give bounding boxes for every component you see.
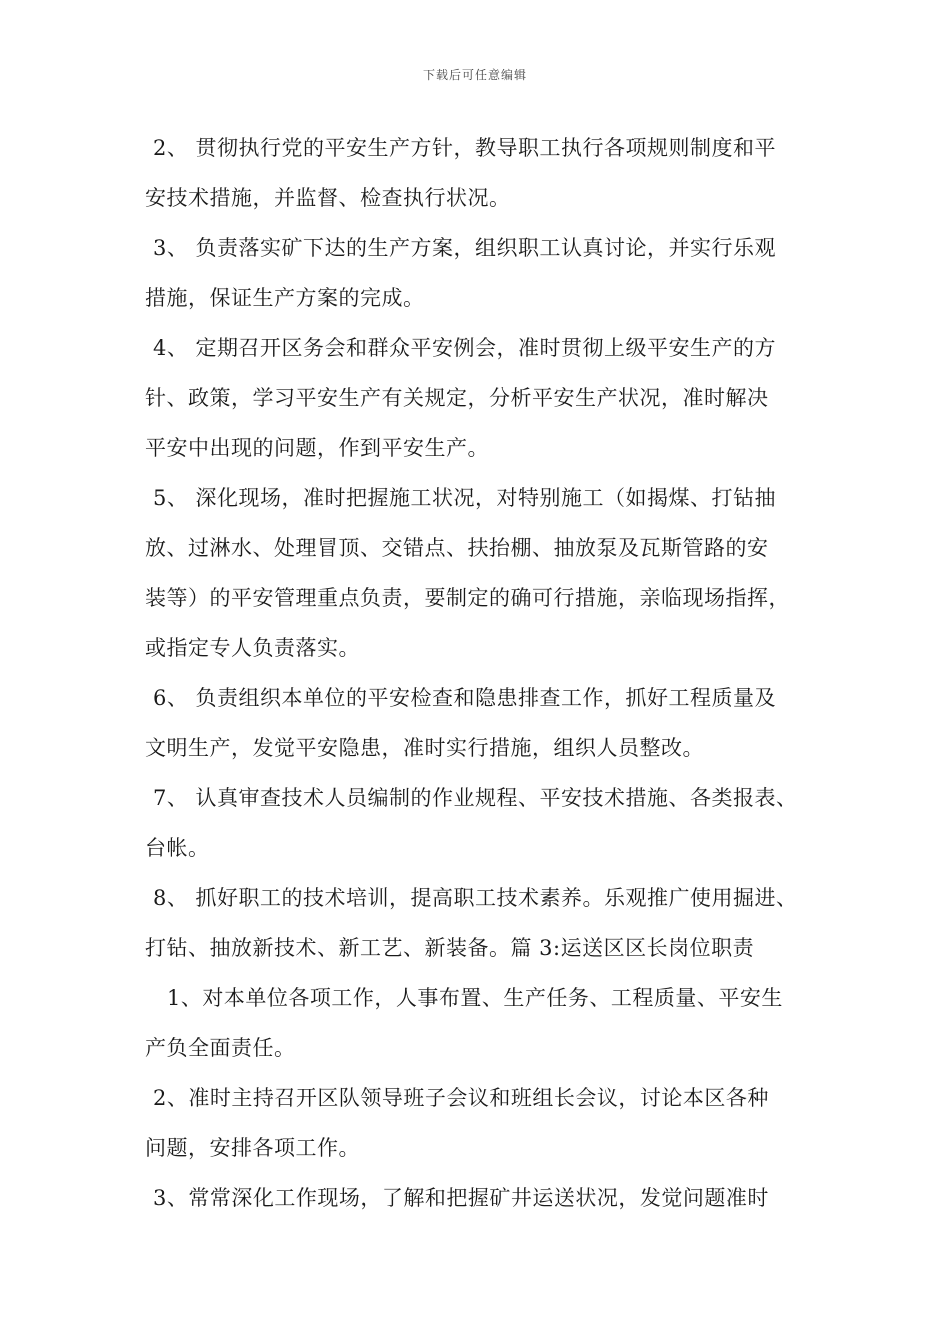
paragraph-line: 平安中出现的问题，作到平安生产。 (145, 436, 489, 460)
paragraph-line: 问题，安排各项工作。 (145, 1136, 360, 1160)
paragraph-line: 8、 抓好职工的技术培训，提高职工技术素养。乐观推广使用掘进、 (153, 886, 798, 910)
paragraph-line: 1、对本单位各项工作，人事布置、生产任务、工程质量、平安生 (167, 986, 783, 1010)
document-body (145, 123, 835, 1223)
paragraph-line: 文明生产，发觉平安隐患，准时实行措施，组织人员整改。 (145, 736, 704, 760)
paragraph-line: 安技术措施，并监督、检查执行状况。 (145, 186, 511, 210)
paragraph-line: 或指定专人负责落实。 (145, 636, 360, 660)
paragraph-line: 装等）的平安管理重点负责，要制定的确可行措施，亲临现场指挥， (145, 586, 790, 610)
paragraph-line: 4、 定期召开区务会和群众平安例会，准时贯彻上级平安生产的方 (153, 336, 777, 360)
paragraph-line: 台帐。 (145, 836, 210, 860)
paragraph-line: 2、准时主持召开区队领导班子会议和班组长会议，讨论本区各种 (153, 1086, 769, 1110)
paragraph-line: 打钻、抽放新技术、新工艺、新装备。篇 3:运送区区长岗位职责 (145, 936, 755, 960)
paragraph-line: 6、 负责组织本单位的平安检查和隐患排查工作，抓好工程质量及 (153, 686, 777, 710)
paragraph-line: 3、常常深化工作现场，了解和把握矿井运送状况，发觉问题准时 (153, 1186, 769, 1210)
paragraph-line: 产负全面责任。 (145, 1036, 296, 1060)
paragraph-line: 2、 贯彻执行党的平安生产方针，教导职工执行各项规则制度和平 (153, 136, 777, 160)
paragraph-line: 放、过淋水、处理冒顶、交错点、扶抬棚、抽放泵及瓦斯管路的安 (145, 536, 769, 560)
paragraph-line: 措施，保证生产方案的完成。 (145, 286, 425, 310)
paragraph-line: 3、 负责落实矿下达的生产方案，组织职工认真讨论，并实行乐观 (153, 236, 777, 260)
paragraph-line: 5、 深化现场，准时把握施工状况，对特别施工（如揭煤、打钻抽 (153, 486, 777, 510)
page-header: 下载后可任意编辑 (422, 68, 527, 82)
paragraph-line: 7、 认真审查技术人员编制的作业规程、平安技术措施、各类报表、 (153, 786, 798, 810)
paragraph-line: 针、政策，学习平安生产有关规定，分析平安生产状况，准时解决 (145, 386, 769, 410)
